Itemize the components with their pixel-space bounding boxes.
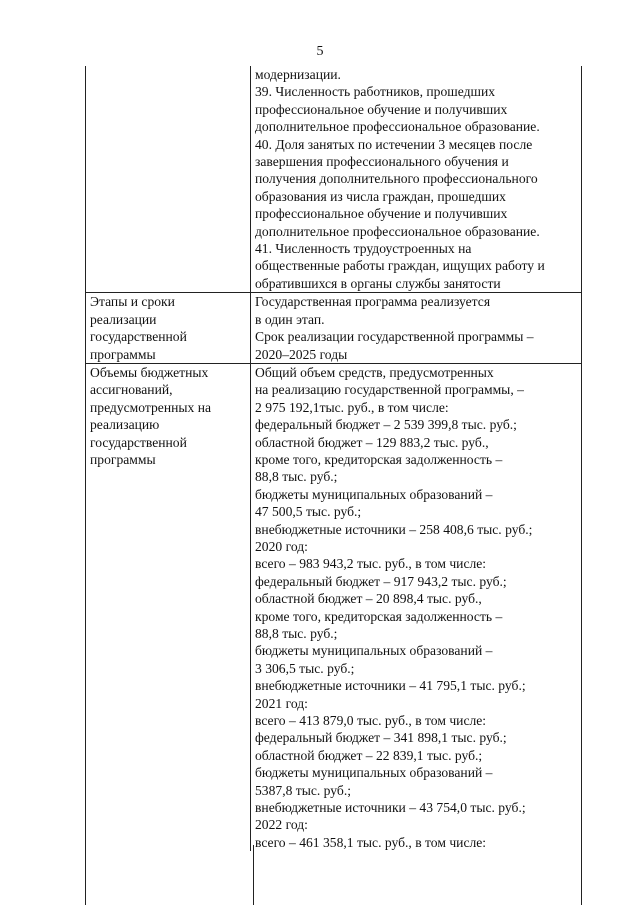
page-number: 5	[316, 44, 324, 59]
row-label-line: Этапы и сроки	[90, 294, 175, 310]
table-row	[86, 363, 582, 851]
row-label-line: программы	[90, 346, 156, 362]
row-label-cell	[86, 293, 251, 364]
row-content-line: обратившихся в органы службы занятости	[255, 275, 501, 291]
row-content-line: 2 975 192,1тыс. руб., в том числе:	[255, 399, 449, 415]
row-content-line: получения дополнительного профессионального	[255, 171, 538, 187]
row-content-line: 3 306,5 тыс. руб.;	[255, 660, 355, 676]
row-content-line: дополнительное профессиональное образование.	[255, 223, 540, 239]
row-content-line: 2022 год:	[255, 817, 308, 833]
row-content-line: 2020–2025 годы	[255, 346, 348, 362]
row-content-line: профессиональное обучение и получивших	[255, 101, 508, 117]
row-content-line: федеральный бюджет – 917 943,2 тыс. руб.;	[255, 573, 507, 589]
row-content-line: федеральный бюджет – 2 539 399,8 тыс. руб.;	[255, 417, 517, 433]
row-content-line: кроме того, кредиторская задолженность –	[255, 451, 503, 467]
row-content-line: областной бюджет – 129 883,2 тыс. руб.,	[255, 434, 489, 450]
row-label-line: Объемы бюджетных	[90, 364, 209, 380]
row-label-line: реализацию	[90, 417, 160, 433]
row-content-line: всего – 461 358,1 тыс. руб., в том числе:	[255, 834, 487, 850]
row-content-cell	[251, 66, 582, 293]
row-label-line: государственной	[90, 434, 187, 450]
row-content-line: Государственная программа реализуется	[255, 294, 491, 310]
row-content-line: 2020 год:	[255, 538, 308, 554]
row-content-line: внебюджетные источники – 41 795,1 тыс. руб.;	[255, 678, 526, 694]
row-label-line: государственной	[90, 329, 187, 345]
row-content-line: дополнительное профессиональное образование.	[255, 119, 540, 135]
row-content-line: 2021 год:	[255, 695, 308, 711]
row-content-line: профессиональное обучение и получивших	[255, 206, 508, 222]
row-content-line: всего – 983 943,2 тыс. руб., в том числе:	[255, 556, 487, 572]
row-content-line: областной бюджет – 20 898,4 тыс. руб.,	[255, 591, 482, 607]
table-border-right	[581, 845, 582, 905]
row-content-line: Срок реализации государственной программы –	[255, 329, 534, 345]
row-label-line: программы	[90, 451, 156, 467]
table-border-left	[85, 845, 86, 905]
program-passport-table	[85, 66, 582, 851]
row-content-cell	[251, 363, 582, 851]
table-row	[86, 293, 582, 364]
row-content-line: на реализацию государственной программы, –	[255, 382, 524, 398]
row-label-cell	[86, 66, 251, 293]
row-content-line: 88,8 тыс. руб.;	[255, 626, 338, 641]
row-label-line: предусмотренных на	[90, 399, 212, 415]
row-content-line: модернизации.	[255, 67, 341, 82]
row-content-line: внебюджетные источники – 258 408,6 тыс. руб.;	[255, 521, 533, 537]
row-content-line: в один этап.	[255, 311, 325, 327]
row-content-line: Общий объем средств, предусмотренных	[255, 364, 494, 380]
table-border-middle	[253, 845, 254, 905]
row-content-line: бюджеты муниципальных образований –	[255, 765, 493, 781]
row-label-line: ассигнований,	[90, 382, 173, 398]
row-content-line: 39. Численность работников, прошедших	[255, 84, 496, 100]
row-content-line: общественные работы граждан, ищущих работу и	[255, 258, 545, 274]
row-content-line: 41. Численность трудоустроенных на	[255, 241, 472, 257]
table-continuation	[85, 845, 582, 905]
row-content-line: завершения профессионального обучения и	[255, 154, 509, 170]
row-content-line: 40. Доля занятых по истечении 3 месяцев после	[255, 136, 533, 152]
row-content-line: образования из числа граждан, прошедших	[255, 188, 506, 204]
row-content-line: 47 500,5 тыс. руб.;	[255, 504, 362, 520]
table-row	[86, 66, 582, 293]
row-label-cell	[86, 363, 251, 851]
row-content-line: бюджеты муниципальных образований –	[255, 486, 493, 502]
row-content-line: 88,8 тыс. руб.;	[255, 469, 338, 485]
row-label-line: реализации	[90, 311, 157, 327]
row-content-line: всего – 413 879,0 тыс. руб., в том числе:	[255, 713, 487, 729]
row-content-line: 5387,8 тыс. руб.;	[255, 782, 352, 798]
row-content-line: федеральный бюджет – 341 898,1 тыс. руб.;	[255, 730, 507, 746]
row-content-line: кроме того, кредиторская задолженность –	[255, 608, 503, 624]
row-content-cell	[251, 293, 582, 364]
row-content-line: бюджеты муниципальных образований –	[255, 643, 493, 659]
row-content-line: внебюджетные источники – 43 754,0 тыс. руб.;	[255, 800, 526, 816]
row-content-line: областной бюджет – 22 839,1 тыс. руб.;	[255, 747, 483, 763]
